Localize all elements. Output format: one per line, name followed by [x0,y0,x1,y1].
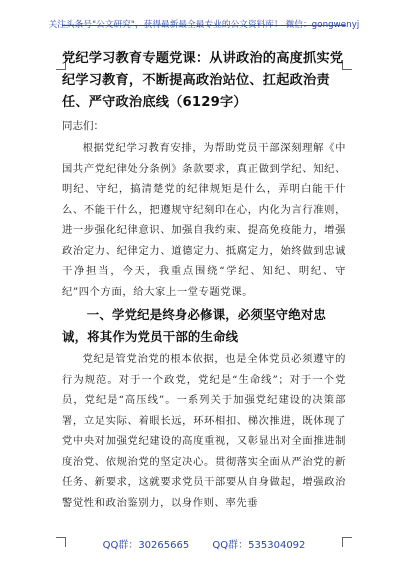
salutation: 同志们： [62,120,104,132]
document-body [62,48,346,513]
page-footer [0,536,408,551]
footer-qq-group-1: QQ群：30265665 [102,540,190,551]
paragraph-intro: 根据党纪学习教育安排，为帮助党员干部深刻理解《中国共产党纪律处分条例》条款要求，真正做到学纪、知纪、明纪、守纪，搞清楚党的纪律规矩是什么，弄明白能干什么、不能干什么，把遵规守纪刻印在心，内化为言行准则，进一步强化纪律意识、加强自我约束、提高免疫能力，增强政治定力、纪律定力、道德定力、抵腐定力，始终做到忠诚干净担当，今天，我重点围绕“学纪、知纪、明纪、守纪”四个方面，给大家上一堂专题党课。 [62,142,346,298]
paragraph-section-1: 党纪是管党治党的根本依据，也是全体党员必须遵守的行为规范。对于一个政党，党纪是“生命线”；对于一个党员，党纪是“高压线”。一系列关于加强党纪建设的决策部署，立足实际、着眼长远，环环相扣、梯次推进，既体现了党中央对加强党纪建设的高度重视，又彰显出对全面推进制度治党、依规治党的坚定决心。贯彻落实全面从严治党的新任务、新要求，这就要求党员干部要从自身做起，增强政治警觉性和政治鉴别力，以身作则、率先垂 [62,353,346,509]
section-heading-1: 一、学党纪是终身必修课，必须坚守绝对忠诚，将其作为党员干部的生命线 [62,307,327,344]
header-promo-text: 关注头条号"公文研究"，获得最新最全最专业的公文资料库！ 微信：gongwenyj [48,20,360,30]
footer-qq-group-2: QQ群：535304092 [212,540,306,551]
document-title: 党纪学习教育专题党课：从讲政治的高度抓实党纪学习教育，不断提高政治站位、扛起政治责任、严守政治底线（6129字） [62,51,344,110]
